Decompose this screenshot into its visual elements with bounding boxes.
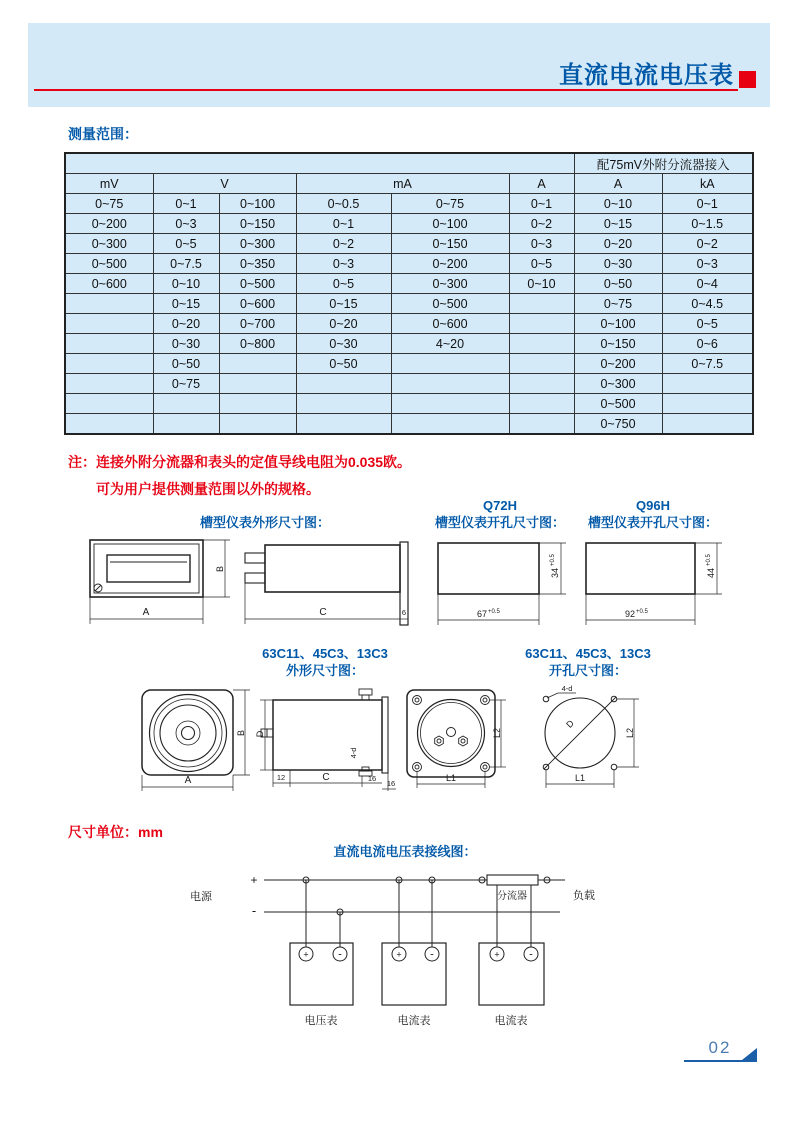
range-cell: 0~100 [219, 194, 296, 214]
range-cell: 0~350 [219, 254, 296, 274]
table-row [65, 254, 753, 274]
range-cell [662, 394, 753, 414]
round-cutout-title: 开孔尺寸图： [548, 663, 627, 678]
header-underline [34, 89, 738, 91]
range-cell: 0~20 [296, 314, 391, 334]
unit-note: 尺寸单位：mm [68, 824, 163, 840]
measure-range-label: 测量范围： [68, 126, 138, 142]
range-cell: 0~500 [219, 274, 296, 294]
minus-label: - [251, 903, 257, 918]
unit-header: A [574, 174, 662, 194]
q96h-width-dim [625, 609, 649, 619]
round-models: 63C11、45C3、13C3 [262, 646, 388, 661]
dim-label-sixteen: 16 [367, 774, 377, 783]
range-cell: 0~5 [662, 314, 753, 334]
range-cell: 0~0.5 [296, 194, 391, 214]
range-cell: 0~100 [574, 314, 662, 334]
shunt-label: 分流器 [497, 891, 527, 902]
dim-label-sixteen: 16 [386, 779, 396, 788]
range-cell: 0~150 [391, 234, 509, 254]
ammeter-box [382, 943, 446, 1005]
round-front-view [142, 690, 250, 791]
range-cell [296, 374, 391, 394]
load-label: 负载 [573, 890, 595, 902]
range-cell [65, 354, 153, 374]
range-cell: 0~3 [153, 214, 219, 234]
slot-meter-outline-diagram [80, 531, 425, 633]
range-cell: 0~150 [219, 214, 296, 234]
range-cell: 0~15 [574, 214, 662, 234]
table-row [65, 354, 753, 374]
footer-rule [684, 1060, 757, 1062]
range-cell: 0~50 [296, 354, 391, 374]
slot-front-view [90, 540, 230, 624]
dim-label-4d: 4-d [349, 747, 358, 759]
range-cell: 0~5 [509, 254, 574, 274]
range-cell: 0~1 [153, 194, 219, 214]
range-cell [391, 394, 509, 414]
dim-label-b: B [236, 729, 246, 737]
table-row [65, 274, 753, 294]
range-cell: 0~10 [574, 194, 662, 214]
table-row [65, 214, 753, 234]
note-line2: 可为用户提供测量范围以外的规格。 [96, 481, 320, 497]
range-cell: 0~10 [153, 274, 219, 294]
round-cutout-title-block [498, 645, 678, 679]
range-cell [219, 374, 296, 394]
range-cell: 0~500 [574, 394, 662, 414]
range-cell [391, 354, 509, 374]
svg-text:+0.5: +0.5 [706, 554, 712, 566]
unit-header: kA [662, 174, 753, 194]
dim-label-six: 6 [401, 608, 407, 617]
range-cell: 0~30 [153, 334, 219, 354]
range-cell [65, 374, 153, 394]
range-cell: 0~15 [296, 294, 391, 314]
range-cell [509, 414, 574, 435]
svg-text:34: 34 [550, 567, 560, 578]
q72h-height-dim [550, 553, 560, 578]
range-cell: 0~10 [509, 274, 574, 294]
unit-header: mV [65, 174, 153, 194]
range-cell: 0~20 [153, 314, 219, 334]
ammeter-label: 电流表 [397, 1015, 431, 1027]
wiring-diagram [180, 858, 640, 1030]
voltmeter-label: 电压表 [304, 1015, 338, 1027]
range-cell [65, 334, 153, 354]
round-outline-title: 外形尺寸图： [285, 663, 364, 678]
table-row [65, 294, 753, 314]
voltmeter-box [290, 943, 353, 1005]
range-cell [153, 414, 219, 435]
range-cell [509, 394, 574, 414]
dim-label-l1: L1 [574, 773, 586, 783]
range-cell: 0~300 [219, 234, 296, 254]
range-cell: 0~2 [662, 234, 753, 254]
range-cell: 0~800 [219, 334, 296, 354]
range-cell: 0~150 [574, 334, 662, 354]
footer-triangle-icon [742, 1048, 757, 1060]
range-cell: 0~1 [296, 214, 391, 234]
range-cell: 0~500 [65, 254, 153, 274]
range-cell: 0~75 [391, 194, 509, 214]
range-cell: 0~200 [391, 254, 509, 274]
range-cell: 0~3 [296, 254, 391, 274]
range-cell [219, 414, 296, 435]
range-cell [509, 334, 574, 354]
range-cell [391, 414, 509, 435]
slot-outline-title: 槽型仪表外形尺寸图： [199, 515, 330, 530]
table-row [65, 153, 753, 174]
dim-label-b: B [215, 565, 225, 573]
range-cell [219, 394, 296, 414]
range-cell [391, 374, 509, 394]
shunt-ammeter-box [479, 943, 544, 1005]
range-cell: 0~3 [662, 254, 753, 274]
range-cell: 0~600 [65, 274, 153, 294]
table-row [65, 334, 753, 354]
dim-label-l1: L1 [445, 773, 457, 783]
range-cell: 0~20 [574, 234, 662, 254]
unit-header: A [509, 174, 574, 194]
range-cell: 0~4 [662, 274, 753, 294]
q96h-model: Q96H [636, 498, 670, 513]
dim-label-twelve: 12 [276, 773, 286, 782]
dim-label-4d: 4-d [561, 684, 573, 693]
range-cell [296, 394, 391, 414]
wiring-title: 直流电流电压表接线图： [333, 844, 477, 859]
svg-text:-: - [338, 948, 342, 961]
dim-label-l2: L2 [492, 727, 502, 739]
table-row [65, 414, 753, 435]
shunt-symbol [487, 875, 538, 885]
dim-label-l2: L2 [625, 727, 635, 739]
range-cell: 0~700 [219, 314, 296, 334]
page-number: 02 [708, 1038, 732, 1057]
ammeter-label: 电流表 [494, 1015, 528, 1027]
table-row [65, 194, 753, 214]
range-cell [509, 314, 574, 334]
range-cell [219, 354, 296, 374]
range-cell: 0~7.5 [153, 254, 219, 274]
range-cell: 0~200 [574, 354, 662, 374]
unit-header: V [153, 174, 296, 194]
range-cell: 0~30 [296, 334, 391, 354]
round-back-view [407, 690, 506, 788]
range-cell [296, 414, 391, 435]
round-models: 63C11、45C3、13C3 [525, 646, 651, 661]
page-title: 直流电流电压表 [559, 62, 734, 89]
svg-text:+0.5: +0.5 [636, 609, 648, 615]
svg-text:+: + [396, 949, 402, 960]
range-cell: 0~30 [574, 254, 662, 274]
range-cell: 0~3 [509, 234, 574, 254]
range-cell [662, 374, 753, 394]
table-row [65, 374, 753, 394]
range-cell: 0~2 [296, 234, 391, 254]
q72h-title: 槽型仪表开孔尺寸图： [434, 515, 565, 530]
range-cell: 0~600 [219, 294, 296, 314]
range-cell [662, 414, 753, 435]
range-cell: 0~5 [296, 274, 391, 294]
plus-label: + [250, 873, 258, 887]
range-cell [65, 153, 574, 174]
table-row [65, 314, 753, 334]
q96h-cutout-diagram [578, 531, 740, 633]
round-side-view [255, 689, 396, 791]
range-cell: 0~50 [153, 354, 219, 374]
svg-text:+0.5: +0.5 [550, 554, 556, 566]
dim-label-c: C [322, 772, 330, 783]
range-cell: 0~7.5 [662, 354, 753, 374]
dim-label-a: A [142, 607, 150, 618]
range-cell: 0~300 [391, 274, 509, 294]
dim-label-d: D [255, 730, 265, 738]
power-label: 电源 [190, 891, 212, 903]
range-cell [65, 294, 153, 314]
svg-text:-: - [529, 948, 533, 961]
q96h-title-block [578, 497, 728, 531]
range-cell: 0~100 [391, 214, 509, 234]
range-cell: 0~500 [391, 294, 509, 314]
range-cell [65, 414, 153, 435]
table-row [65, 234, 753, 254]
range-cell: 0~6 [662, 334, 753, 354]
svg-text:+: + [303, 949, 309, 960]
q72h-width-dim [477, 609, 501, 619]
range-cell: 0~50 [574, 274, 662, 294]
unit-header: mA [296, 174, 509, 194]
range-cell: 0~4.5 [662, 294, 753, 314]
range-cell: 0~75 [574, 294, 662, 314]
range-cell: 0~300 [574, 374, 662, 394]
dim-label-d: D [564, 718, 576, 730]
range-cell: 0~2 [509, 214, 574, 234]
svg-text:+: + [494, 949, 500, 960]
dim-label-c: C [319, 607, 327, 618]
note-line1: 注：连接外附分流器和表头的定值导线电阻为0.035欧。 [68, 454, 412, 470]
q72h-cutout-diagram [425, 531, 575, 633]
svg-text:67: 67 [476, 609, 487, 619]
range-cell: 0~1 [662, 194, 753, 214]
range-cell: 0~75 [65, 194, 153, 214]
slot-side-view [245, 542, 408, 625]
round-meter-diagrams [140, 683, 665, 795]
range-cell: 0~200 [65, 214, 153, 234]
range-cell [509, 294, 574, 314]
svg-text:44: 44 [706, 567, 716, 578]
range-cell [65, 394, 153, 414]
q96h-height-dim [706, 553, 716, 578]
header-banner [28, 23, 770, 107]
range-cell [509, 354, 574, 374]
table-row [65, 174, 753, 194]
range-cell: 0~750 [574, 414, 662, 435]
range-cell: 0~15 [153, 294, 219, 314]
svg-text:-: - [430, 948, 434, 961]
range-cell [153, 394, 219, 414]
table-row [65, 394, 753, 414]
range-cell: 0~600 [391, 314, 509, 334]
svg-text:+0.5: +0.5 [488, 609, 500, 615]
q96h-title: 槽型仪表开孔尺寸图： [587, 515, 718, 530]
red-square-marker [739, 71, 756, 88]
svg-text:92: 92 [624, 609, 635, 619]
range-cell: 0~1.5 [662, 214, 753, 234]
measure-range-table [64, 152, 754, 435]
shunt-header-cell: 配75mV外附分流器接入 [574, 153, 753, 174]
q72h-model: Q72H [483, 498, 517, 513]
range-cell: 0~5 [153, 234, 219, 254]
round-cutout-view [543, 684, 639, 788]
range-cell: 0~1 [509, 194, 574, 214]
range-cell [65, 314, 153, 334]
range-cell: 0~300 [65, 234, 153, 254]
range-cell: 0~75 [153, 374, 219, 394]
range-cell: 4~20 [391, 334, 509, 354]
range-cell [509, 374, 574, 394]
q72h-title-block [425, 497, 575, 531]
round-outline-title-block [235, 645, 415, 679]
dim-label-a: A [184, 775, 192, 786]
